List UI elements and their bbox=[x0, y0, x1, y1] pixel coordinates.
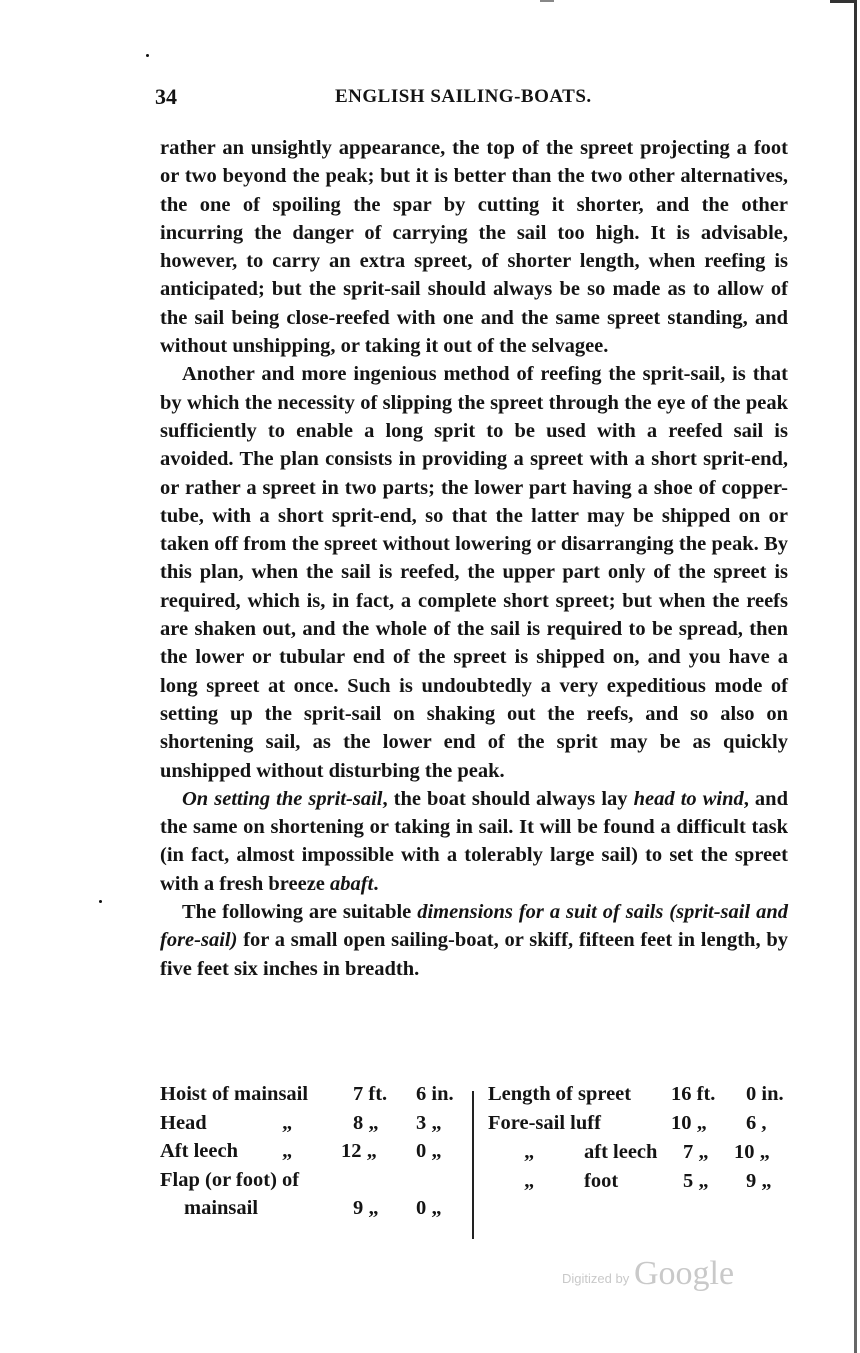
dimension-label: Aft leech bbox=[160, 1140, 238, 1162]
paragraph bbox=[160, 785, 788, 898]
feet-value: 9 „ bbox=[353, 1197, 379, 1219]
feet-value: 12 „ bbox=[341, 1140, 377, 1162]
ditto-mark: „ bbox=[282, 1140, 293, 1162]
page-number: 34 bbox=[155, 84, 177, 109]
dimension-label: Head bbox=[160, 1111, 207, 1134]
table-divider bbox=[472, 1091, 474, 1239]
dimension-label: „ bbox=[524, 1170, 535, 1192]
scan-artifact bbox=[540, 0, 554, 2]
feet-value: 16 ft. bbox=[671, 1083, 716, 1105]
paragraph bbox=[160, 898, 788, 983]
text-segment: , the boat should always lay bbox=[382, 787, 634, 810]
watermark-small: Digitized by bbox=[562, 1271, 630, 1286]
google-logo: Google bbox=[634, 1255, 735, 1292]
inches-value: 6 , bbox=[746, 1112, 767, 1134]
dimension-label: „ bbox=[524, 1141, 535, 1163]
inches-value: 9 „ bbox=[746, 1170, 772, 1192]
text-segment: for a small open sailing-boat, or skiff, fifteen feet in length, by five feet six inches in breadth. bbox=[160, 929, 788, 980]
feet-value: 10 „ bbox=[671, 1112, 707, 1134]
feet-value: 7 ft. bbox=[353, 1083, 388, 1105]
italic-text: head to wind bbox=[633, 787, 744, 810]
dimension-sublabel: aft leech bbox=[584, 1141, 658, 1163]
text-segment: , and the same on shortening or taking in sail. It will be found a difficult task (in fact, almost impossible with a tolerably large sail) to set the spreet with a fresh breeze bbox=[160, 787, 788, 895]
inches-value: 0 „ bbox=[416, 1140, 442, 1162]
page-edge bbox=[854, 0, 857, 1353]
text-segment: rather an unsightly appearance, the top of the spreet projecting a foot or two beyond the peak; but it is better than the two other alternatives, the one of spoiling the spar by cutting it shorter, and the other incurring the danger of carrying the sail too high. It is advisable, however, to carry an extra spreet, of shorter length, when reefing is anticipated; but the sprit-sail should always be so made as to allow of the sail being close-reefed with one and the same spreet standing, and without unshipping, or taking it out of the selvagee. bbox=[160, 137, 788, 358]
italic-text: abaft bbox=[330, 872, 374, 895]
ditto-mark: „ bbox=[282, 1111, 293, 1134]
paragraph bbox=[160, 134, 788, 360]
inches-value: 10 „ bbox=[734, 1141, 770, 1163]
inches-value: 6 in. bbox=[416, 1083, 454, 1105]
inches-value: 3 „ bbox=[416, 1111, 442, 1134]
running-head bbox=[155, 84, 795, 114]
dimension-label: mainsail bbox=[184, 1197, 259, 1219]
dimension-label: Fore-sail luff bbox=[488, 1112, 601, 1134]
body-text bbox=[160, 134, 788, 983]
scan-speck bbox=[146, 54, 149, 57]
paragraph bbox=[160, 360, 788, 784]
italic-text: dimensions for a suit of sails (sprit-sail and fore-sail) bbox=[160, 901, 788, 952]
feet-value: 7 „ bbox=[683, 1141, 709, 1163]
scan-speck bbox=[99, 900, 102, 903]
dimension-sublabel: foot bbox=[584, 1170, 619, 1192]
text-segment: . bbox=[373, 872, 379, 895]
scan-artifact bbox=[830, 0, 854, 3]
inches-value: 0 „ bbox=[416, 1197, 442, 1219]
dimension-label: Flap (or foot) of bbox=[160, 1168, 300, 1191]
italic-text: On setting the sprit-sail bbox=[182, 787, 383, 810]
text-segment: Another and more ingenious method of reefing the sprit-sail, is that by which the necessity of slipping the spreet through the eye of the peak sufficiently to enable a long sprit to be used with a reefed sail is avoided. The plan consists in providing a spreet with a short sprit-end, or rather a spreet in two parts; the lower part having a shoe of copper-tube, with a short sprit-end, so that the latter may be shipped on or taken off from the spreet without lowering or disarranging the peak. By this plan, when the sail is reefed, the upper part only of the spreet is required, which is, in fact, a complete short spreet; but when the reefs are shaken out, and the whole of the sail is required to be spread, then the lower or tubular end of the spreet is shipped on, and you have a long spreet at once. Such is undoubtedly a very expeditious mode of setting up the sprit-sail on shaking out the reefs, and so also on shortening sail, as the lower end of the sprit may be as quickly unshipped without disturbing the peak. bbox=[160, 363, 788, 782]
text-segment: The following are suitable bbox=[182, 901, 418, 924]
dimension-label: Hoist of mainsail bbox=[160, 1083, 309, 1105]
dimension-label: Length of spreet bbox=[488, 1083, 632, 1105]
feet-value: 5 „ bbox=[683, 1170, 709, 1192]
running-title: ENGLISH SAILING-BOATS. bbox=[335, 86, 592, 107]
feet-value: 8 „ bbox=[353, 1111, 379, 1134]
dimensions-table bbox=[160, 1083, 800, 1238]
inches-value: 0 in. bbox=[746, 1083, 784, 1105]
